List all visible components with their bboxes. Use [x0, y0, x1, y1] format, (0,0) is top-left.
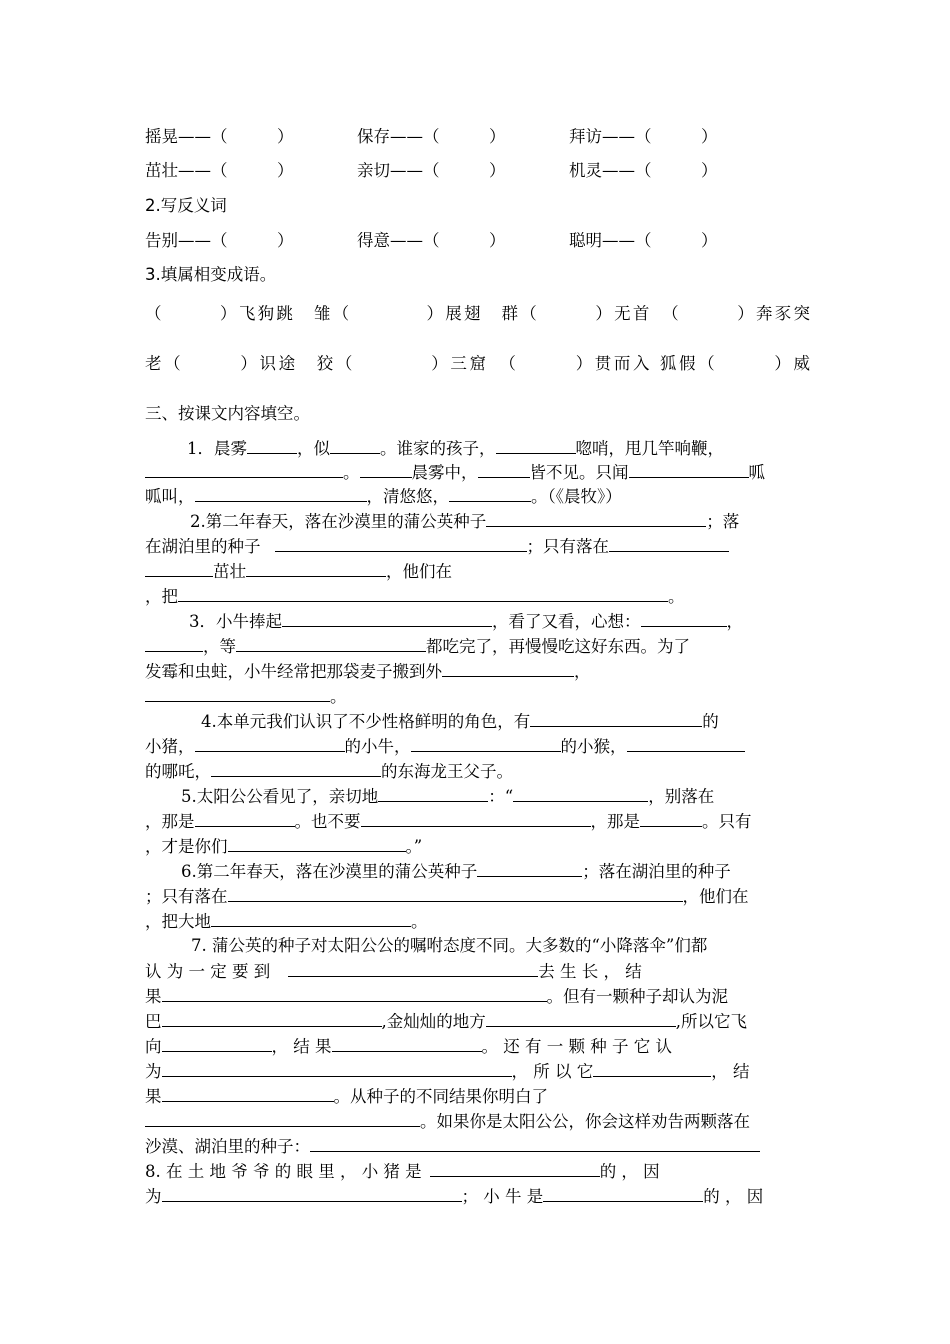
q1-line-2: 。 晨雾中， 皆不见。只闻 呱 — [145, 459, 810, 485]
blank[interactable] — [593, 1058, 711, 1077]
blank[interactable] — [513, 783, 648, 802]
q2-line-2: 在湖泊里的种子 ；只有落在 — [145, 533, 810, 559]
word-item: 保存——（ ） — [357, 127, 506, 146]
q6-line-1: 6.第二年春天，落在沙漠里的蒲公英种子 ；落在湖泊里的种子 — [145, 858, 810, 884]
q3-line-1: 3．小牛捧起 ，看了又看，心想： ， — [145, 608, 810, 634]
blank[interactable] — [361, 808, 591, 827]
blank[interactable] — [195, 808, 295, 827]
blank[interactable] — [195, 483, 367, 502]
q5-line-1: 5.太阳公公看见了，亲切地 ：“ ，别落在 — [145, 783, 810, 809]
blank[interactable] — [641, 608, 727, 627]
blank[interactable] — [282, 608, 492, 627]
blank[interactable] — [236, 633, 426, 652]
word-item: 茁壮——（ ） — [145, 161, 294, 180]
blank[interactable] — [211, 908, 411, 927]
q4-line-3: 的哪吒， 的东海龙王父子。 — [145, 758, 810, 784]
q6-line-3: ，把大地 。 — [145, 908, 810, 934]
antonym-row — [145, 228, 810, 254]
word-item: 拜访——（ ） — [569, 127, 718, 146]
q1-line-3: 呱叫， ，清悠悠， 。（《晨牧》） — [145, 483, 810, 509]
blank[interactable] — [486, 508, 706, 527]
q3-line-3: 发霉和虫蛀，小牛经常把那袋麦子搬到外 ， — [145, 658, 810, 684]
blank[interactable] — [211, 758, 381, 777]
q6-line-2: ；只有落在 ，他们在 — [145, 883, 810, 909]
q7-line-7: 果 。从种子的不同结果你明白了 — [145, 1083, 810, 1109]
q7-line-6: 为 ， 所 以 它 ， 结 — [145, 1058, 810, 1084]
q7-line-2: 认 为 一 定 要 到 去 生 长 ， 结 — [145, 958, 810, 984]
q3-line-2: ，等 都吃完了，再慢慢吃这好东西。为了 — [145, 633, 810, 659]
blank[interactable] — [228, 833, 406, 852]
blank[interactable] — [411, 733, 561, 752]
word-item: 机灵——（ ） — [569, 161, 718, 180]
blank[interactable] — [430, 1158, 600, 1177]
word-item: 告别——（ ） — [145, 231, 294, 250]
word-item: 得意——（ ） — [357, 231, 506, 250]
blank[interactable] — [246, 558, 386, 577]
q4-line-1: 4.本单元我们认识了不少性格鲜明的角色，有 的 — [145, 708, 810, 734]
blank[interactable] — [310, 1133, 760, 1152]
blank[interactable] — [640, 808, 702, 827]
q2-line-1: 2.第二年春天，落在沙漠里的蒲公英种子 ；落 — [145, 508, 810, 534]
q8-line-1: 8. 在 土 地 爷 爷 的 眼 里 ， 小 猪 是 的 ， 因 — [145, 1158, 810, 1184]
q7-line-9: 沙漠、湖泊里的种子： — [145, 1133, 810, 1159]
synonym-row-2 — [145, 158, 810, 184]
blank[interactable] — [162, 1183, 462, 1202]
word-item: 摇晃——（ ） — [145, 127, 294, 146]
blank[interactable] — [478, 459, 530, 478]
blank[interactable] — [477, 858, 582, 877]
q7-line-8: 。如果你是太阳公公，你会这样劝告两颗落在 — [145, 1108, 810, 1134]
q7-line-3: 果 。但有一颗种子却认为泥 — [145, 983, 810, 1009]
blank[interactable] — [162, 1058, 512, 1077]
blank[interactable] — [145, 683, 330, 702]
blank[interactable] — [530, 708, 702, 727]
blank[interactable] — [162, 983, 547, 1002]
q7-line-4: 巴 ,金灿灿的地方 ,所以它飞 — [145, 1008, 810, 1034]
blank[interactable] — [145, 1108, 420, 1127]
blank[interactable] — [145, 633, 203, 652]
q5-line-3: ，才是你们 。” — [145, 833, 810, 859]
q7-line-5: 向 ， 结 果 。 还 有 一 颗 种 子 它 认 — [145, 1033, 810, 1059]
q8-line-2: 为 ； 小 牛 是 的 ， 因 — [145, 1183, 810, 1209]
blank[interactable] — [496, 435, 576, 454]
blank[interactable] — [145, 459, 343, 478]
blank[interactable] — [145, 558, 213, 577]
word-item: 亲切——（ ） — [357, 161, 506, 180]
blank[interactable] — [609, 533, 729, 552]
blank[interactable] — [162, 1008, 382, 1027]
blank[interactable] — [449, 483, 531, 502]
synonym-row-1 — [145, 124, 810, 150]
blank[interactable] — [332, 1033, 482, 1052]
blank[interactable] — [330, 435, 380, 454]
blank[interactable] — [275, 533, 527, 552]
blank[interactable] — [543, 1183, 703, 1202]
idiom-row-2: 老（ ）识途 狡（ ）三窟 （ ）贯而入 狐假（ ）威 — [145, 354, 810, 373]
q3-line-4: 。 — [145, 683, 810, 709]
blank[interactable] — [486, 1008, 676, 1027]
blank[interactable] — [288, 958, 538, 977]
blank[interactable] — [378, 783, 488, 802]
blank[interactable] — [195, 733, 345, 752]
blank[interactable] — [442, 658, 574, 677]
heading-antonyms: 2.写反义词 — [145, 196, 227, 215]
q2-line-3: 茁壮 ，他们在 — [145, 558, 810, 584]
q5-line-2: ，那是 。也不要 ，那是 。只有 — [145, 808, 810, 834]
heading-idioms: 3.填属相变成语。 — [145, 265, 277, 284]
idiom-row-1: （ ）飞狗跳 雏（ ）展翅 群（ ）无首 （ ）奔豕突 — [145, 304, 810, 323]
q2-line-4: ，把 。 — [145, 583, 810, 609]
q7-line-1: 7. 蒲公英的种子对太阳公公的嘱咐态度不同。大多数的“小降落伞”们都 — [191, 936, 708, 955]
q4-line-2: 小猪， 的小牛， 的小猴， — [145, 733, 810, 759]
q1-line-1: 1．晨雾 ，似 。谁家的孩子， 唿哨，甩几竿响鞭， — [145, 435, 810, 461]
word-item: 聪明——（ ） — [569, 231, 718, 250]
blank[interactable] — [162, 1033, 272, 1052]
blank[interactable] — [360, 459, 412, 478]
section-3-title: 三、按课文内容填空。 — [145, 404, 310, 423]
blank[interactable] — [627, 733, 745, 752]
blank[interactable] — [228, 883, 683, 902]
blank[interactable] — [629, 459, 749, 478]
blank[interactable] — [247, 435, 297, 454]
blank[interactable] — [178, 583, 668, 602]
blank[interactable] — [162, 1083, 334, 1102]
